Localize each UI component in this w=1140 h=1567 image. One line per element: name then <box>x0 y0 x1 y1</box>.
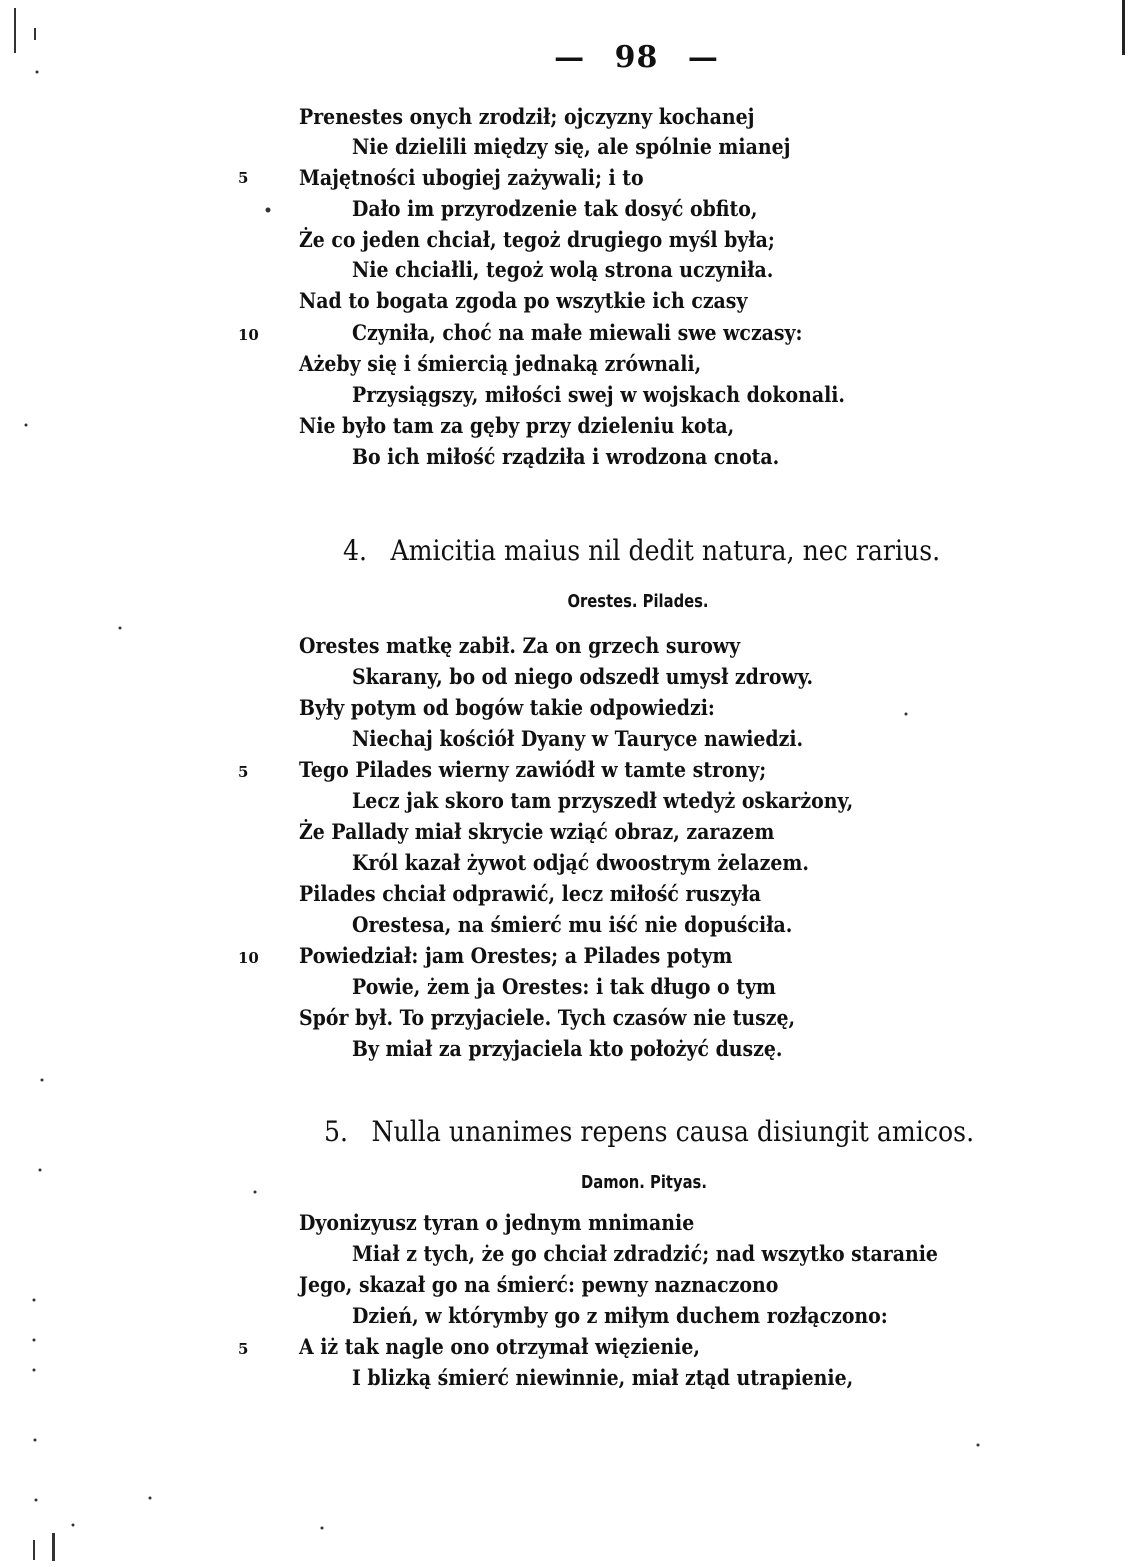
verse-line: Dyonizyusz tyran o jednym mnimanie <box>299 1210 695 1235</box>
line-number: 5 <box>238 763 249 781</box>
verse-line: By miał za przyjaciela kto położyć duszę. <box>352 1036 783 1061</box>
verse-line: Miał z tych, że go chciał zdradzić; nad wszytko staranie <box>352 1241 938 1266</box>
verse-line: Że Pallady miał skrycie wziąć obraz, zarazem <box>299 819 775 844</box>
verse-line: Orestesa, na śmierć mu iść nie dopuściła. <box>352 912 793 937</box>
verse-line: Orestes matkę zabił. Za on grzech surowy <box>299 633 741 658</box>
line-number: 10 <box>238 326 259 344</box>
verse-line: Powie, żem ja Orestes: i tak długo o tym <box>352 974 776 999</box>
section-heading-number: 4. <box>343 534 368 567</box>
verse-line: I blizką śmierć niewinnie, miał ztąd utrapienie, <box>352 1365 854 1390</box>
verse-line: Jego, skazał go na śmierć: pewny naznaczono <box>299 1272 779 1297</box>
verse-line: Bo ich miłość rządziła i wrodzona cnota. <box>352 444 780 469</box>
page-number <box>0 38 1140 78</box>
verse-line: Przysiągszy, miłości swej w wojskach dokonali. <box>352 382 846 407</box>
verse-line: Że co jeden chciał, tegoż drugiego myśl była; <box>299 227 775 252</box>
verse-line: Nie chciałli, tegoż wolą strona uczyniła. <box>352 257 774 282</box>
verse-line: Powiedział: jam Orestes; a Pilades potym <box>299 943 733 968</box>
page-number-dash-right: — <box>687 40 719 75</box>
verse-line: Dzień, w którymby go z miłym duchem rozłączono: <box>352 1303 888 1328</box>
verse-line: Były potym od bogów takie odpowiedzi: <box>299 695 715 720</box>
verse-line: Tego Pilades wierny zawiódł w tamte strony; <box>299 757 767 782</box>
verse-line: Nie było tam za gęby przy dzieleniu kota, <box>299 413 735 438</box>
verse-line: Dało im przyrodzenie tak dosyć obfito, <box>352 196 758 221</box>
page-number-dash-left: — <box>554 40 586 75</box>
verse-line: Król kazał żywot odjąć dwoostrym żelazem. <box>352 850 809 875</box>
verse-line: Spór był. To przyjaciele. Tych czasów nie tuszę, <box>299 1005 796 1030</box>
verse-line: Nie dzielili między się, ale spólnie mianej <box>352 134 791 159</box>
section-heading <box>343 533 940 569</box>
verse-line: Prenestes onych zrodził; ojczyzny kochanej <box>299 104 755 129</box>
verse-line: Majętności ubogiej zażywali; i to <box>299 165 644 190</box>
section-heading-number: 5. <box>324 1115 349 1148</box>
verse-line: Nad to bogata zgoda po wszytkie ich czasy <box>299 288 748 313</box>
verse-line: Skarany, bo od niego odszedł umysł zdrowy. <box>352 664 814 689</box>
section-heading <box>324 1114 974 1150</box>
line-number: 5 <box>238 169 249 187</box>
section-subheading: Orestes. Pilades. <box>567 591 709 612</box>
line-number: 10 <box>238 949 259 967</box>
verse-line: Czyniła, choć na małe miewali swe wczasy: <box>352 320 803 345</box>
section-heading-text: Nulla unanimes repens causa disiungit amicos. <box>371 1115 975 1148</box>
section-heading-text: Amicitia maius nil dedit natura, nec rarius. <box>390 534 941 567</box>
verse-line: A iż tak nagle ono otrzymał więzienie, <box>299 1334 700 1359</box>
verse-line: Niechaj kościół Dyany w Tauryce nawiedzi. <box>352 726 804 751</box>
section-subheading: Damon. Pityas. <box>581 1172 707 1193</box>
verse-line: Lecz jak skoro tam przyszedł wtedyż oskarżony, <box>352 788 854 813</box>
line-number: 5 <box>238 1340 249 1358</box>
verse-line: Ażeby się i śmiercią jednaką zrównali, <box>299 351 702 376</box>
verse-line: Pilades chciał odprawić, lecz miłość ruszyła <box>299 881 762 906</box>
page-number-value: 98 <box>614 40 659 75</box>
